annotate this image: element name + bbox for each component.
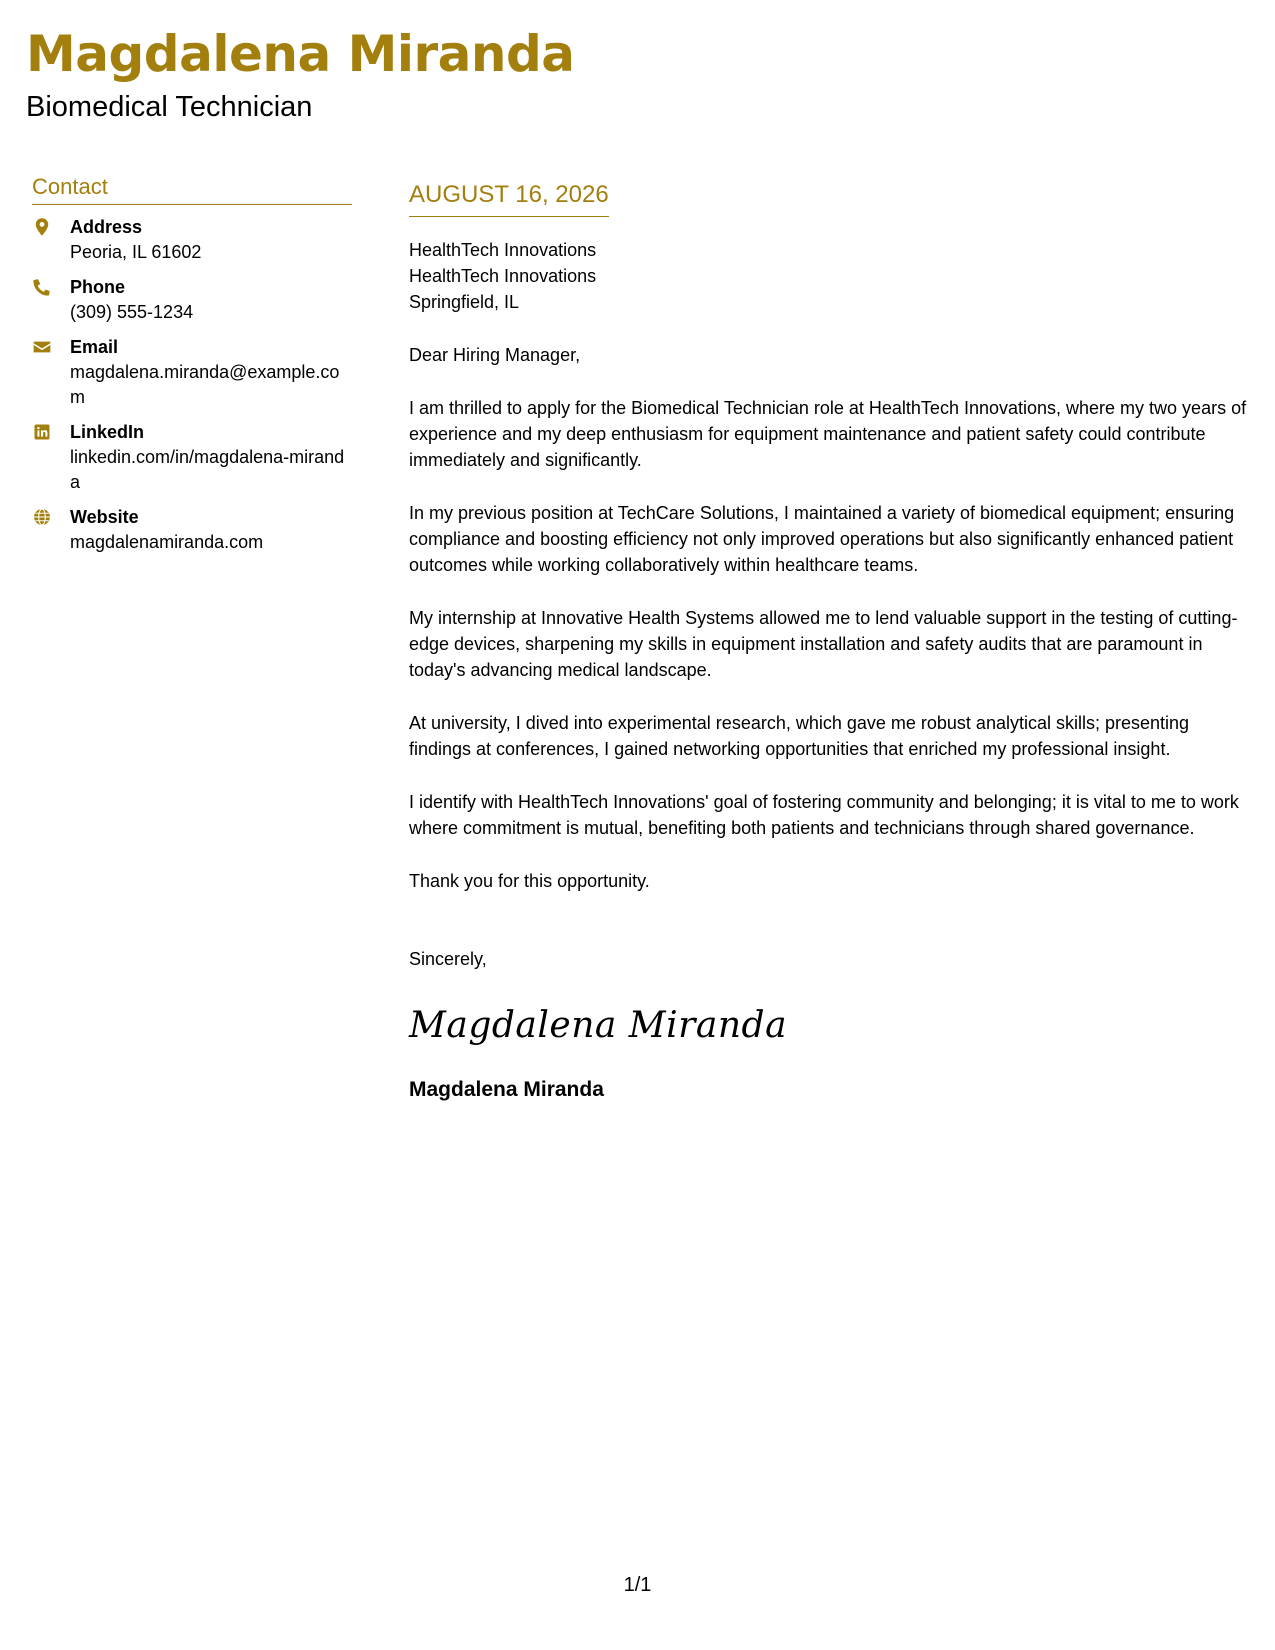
letter-header [26, 18, 575, 124]
contact-address [32, 215, 352, 265]
signer-name: Magdalena Miranda [409, 1078, 604, 1101]
letter-date: AUGUST 16, 2026 [409, 178, 609, 217]
body-paragraph: My internship at Innovative Health Systems allowed me to lend valuable support in the testing of cutting-edge devices, sharpening my skills in equipment installation and safety audits that are paramount in today's advancing medical landscape. [409, 608, 1238, 680]
body-paragraph: Thank you for this opportunity. [409, 871, 650, 891]
body-paragraph: I identify with HealthTech Innovations' goal of fostering community and belonging; it is vital to me to work where commitment is mutual, benefiting both patients and technicians through shared governance. [409, 792, 1239, 838]
contact-linkedin [32, 420, 352, 495]
recipient-line: HealthTech Innovations [409, 266, 597, 286]
email-value[interactable]: magdalena.miranda@example.com [70, 362, 340, 407]
contact-email [32, 335, 352, 410]
handwritten-signature: Magdalena Miranda [409, 1005, 788, 1046]
envelope-icon [32, 335, 70, 359]
contact-sidebar [32, 172, 352, 565]
closing: Sincerely, [409, 949, 487, 969]
body-paragraph: I am thrilled to apply for the Biomedical Technician role at HealthTech Innovations, where my two years of experience and my deep enthusiasm for equipment maintenance and patient safety could contribute immediately and significantly. [409, 398, 1247, 470]
linkedin-value[interactable]: linkedin.com/in/magdalena-miranda [70, 447, 345, 492]
salutation: Dear Hiring Manager, [409, 345, 581, 365]
website-label: Website [70, 507, 139, 527]
phone-label: Phone [70, 277, 126, 297]
body-paragraph: In my previous position at TechCare Solutions, I maintained a variety of biomedical equipment; ensuring compliance and boosting efficiency not only improved operations but also significantly enhanced patient outcomes while working collaboratively within healthcare teams. [409, 503, 1235, 575]
page-number: 1/1 [623, 1574, 652, 1596]
address-label: Address [70, 217, 143, 237]
recipient-line: HealthTech Innovations [409, 240, 597, 260]
body-paragraph: At university, I dived into experimental research, which gave me robust analytical skills; presenting findings at conferences, I gained networking opportunities that enriched my professional insight. [409, 713, 1190, 759]
recipient-block [409, 237, 1249, 315]
globe-icon [32, 505, 70, 529]
phone-icon [32, 275, 70, 299]
email-label: Email [70, 337, 119, 357]
job-title: Biomedical Technician [26, 91, 313, 123]
applicant-name: Magdalena Miranda [26, 25, 575, 83]
contact-website [32, 505, 352, 555]
letter-body [409, 178, 1249, 1104]
linkedin-label: LinkedIn [70, 422, 145, 442]
contact-list [32, 215, 352, 555]
contact-phone [32, 275, 352, 325]
website-value[interactable]: magdalenamiranda.com [70, 532, 264, 552]
phone-value: (309) 555-1234 [70, 302, 194, 322]
address-value: Peoria, IL 61602 [70, 242, 202, 262]
linkedin-icon [32, 420, 70, 444]
recipient-line: Springfield, IL [409, 292, 520, 312]
contact-heading: Contact [32, 172, 352, 205]
map-pin-icon [32, 215, 70, 239]
